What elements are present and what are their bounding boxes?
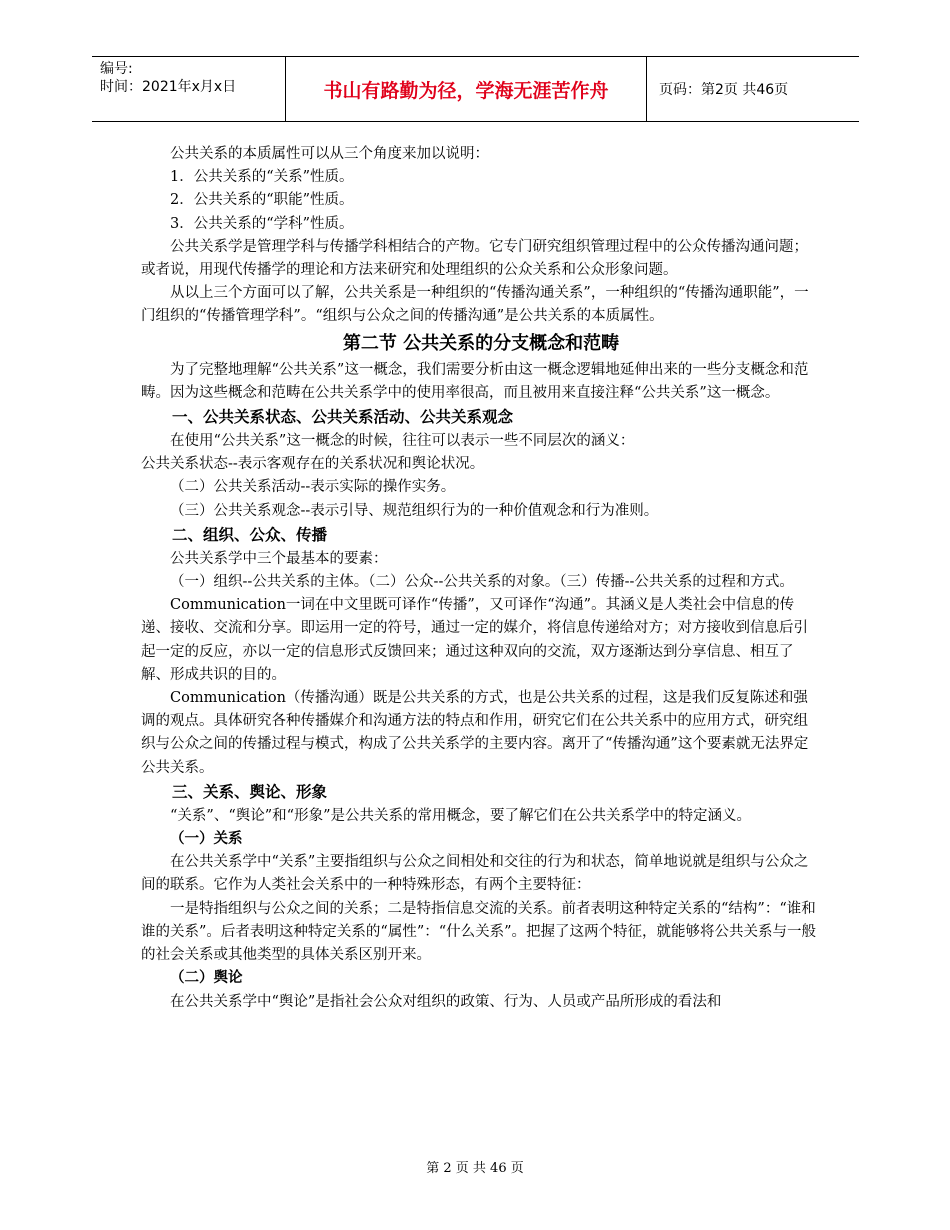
doc-id-label: 编号: bbox=[100, 61, 133, 77]
paragraph: （一）组织--公共关系的主体。（二）公众--公共关系的对象。（三）传播--公共关系的过程和方式。 bbox=[170, 574, 794, 591]
paragraph: 为了完整地理解“公共关系”这一概念，我们需要分析由这一概念逻辑地延伸出来的一些分支概念和范畴。因为这些概念和范畴在公共关系学中的使用率很高，而且被用来直接注释“公共关系”这一概念。 bbox=[141, 361, 809, 401]
subheading-relation: （一）关系 bbox=[170, 831, 243, 848]
heading-2: 二、组织、公众、传播 bbox=[172, 525, 328, 544]
paragraph: Communication一词在中文里既可译作“传播”，又可译作“沟通”。其涵义是人类社会中信息的传递、接收、交流和分享。即运用一定的符号，通过一定的媒介，将信息传递给对方；对方接收到信息后引起一定的反应，亦以一定的信息形式反馈回来；通过这种双向的交流，双方逐渐达到分享信息、相互了解、形成共识的目的。 bbox=[141, 597, 808, 683]
list-item: 3．公共关系的“学科”性质。 bbox=[170, 215, 354, 232]
page-header bbox=[92, 56, 859, 122]
page-footer: 第 2 页 共 46 页 bbox=[426, 1161, 524, 1176]
header-meta bbox=[92, 57, 286, 121]
doc-date: 时间：2021年x月x日 bbox=[100, 79, 237, 95]
paragraph: 公共关系学中三个最基本的要素： bbox=[170, 550, 388, 567]
paragraph: 在公共关系学中“舆论”是指社会公众对组织的政策、行为、人员或产品所形成的看法和 bbox=[170, 993, 722, 1010]
paragraph: 在公共关系学中“关系”主要指组织与公众之间相处和交往的行为和状态，简单地说就是组织与公众之间的联系。它作为人类社会关系中的一种特殊形态，有两个主要特征： bbox=[141, 854, 809, 894]
heading-3: 三、关系、舆论、形象 bbox=[172, 782, 328, 801]
paragraph: （二）公共关系活动--表示实际的操作实务。 bbox=[170, 479, 456, 496]
intro-paragraph: 公共关系的本质属性可以从三个角度来加以说明： bbox=[170, 146, 489, 162]
paragraph: 公共关系状态--表示客观存在的关系状况和舆论状况。 bbox=[141, 456, 485, 473]
paragraph: Communication（传播沟通）既是公共关系的方式，也是公共关系的过程，这是我们反复陈述和强调的观点。具体研究各种传播媒介和沟通方法的特点和作用，研究它们在公共关系中的应用方式，研究组织与公众之间的传播过程与模式，构成了公共关系学的主要内容。离开了“传播沟通”这个要素就无法界定公共关系。 bbox=[141, 690, 809, 776]
paragraph: 从以上三个方面可以了解，公共关系是一种组织的“传播沟通关系”，一种组织的“传播沟通职能”，一门组织的“传播管理学科”。“组织与公众之间的传播沟通”是公共关系的本质属性。 bbox=[141, 285, 809, 325]
paragraph: 一是特指组织与公众之间的关系；二是特指信息交流的关系。前者表明这种特定关系的“结构”：“谁和谁的关系”。后者表明这种特定关系的“属性”：“什么关系”。把握了这两个特征，就能够将公共关系与一般的社会关系或其他类型的具体关系区别开来。 bbox=[141, 900, 817, 964]
header-page-info: 页码：第2页 共46页 bbox=[659, 82, 789, 98]
paragraph: 在使用“公共关系”这一概念的时候，往往可以表示一些不同层次的涵义： bbox=[170, 433, 635, 450]
list-item: 1．公共关系的“关系”性质。 bbox=[170, 169, 354, 186]
list-item: 2．公共关系的“职能”性质。 bbox=[170, 192, 354, 209]
paragraph: （三）公共关系观念--表示引导、规范组织行为的一种价值观念和行为准则。 bbox=[170, 502, 659, 519]
section-title: 第二节 公共关系的分支概念和范畴 bbox=[342, 332, 620, 354]
subheading-opinion: （二）舆论 bbox=[170, 970, 243, 987]
header-motto: 书山有路勤为径，学海无涯苦作舟 bbox=[286, 57, 647, 121]
paragraph: 公共关系学是管理学科与传播学科相结合的产物。它专门研究组织管理过程中的公众传播沟通问题；或者说，用现代传播学的理论和方法来研究和处理组织的公众关系和公众形象问题。 bbox=[141, 238, 808, 279]
document-body bbox=[141, 143, 821, 1014]
heading-1: 一、公共关系状态、公共关系活动、公共关系观念 bbox=[172, 408, 514, 427]
paragraph: “关系”、“舆论”和“形象”是公共关系的常用概念，要了解它们在公共关系学中的特定涵义。 bbox=[170, 807, 751, 824]
